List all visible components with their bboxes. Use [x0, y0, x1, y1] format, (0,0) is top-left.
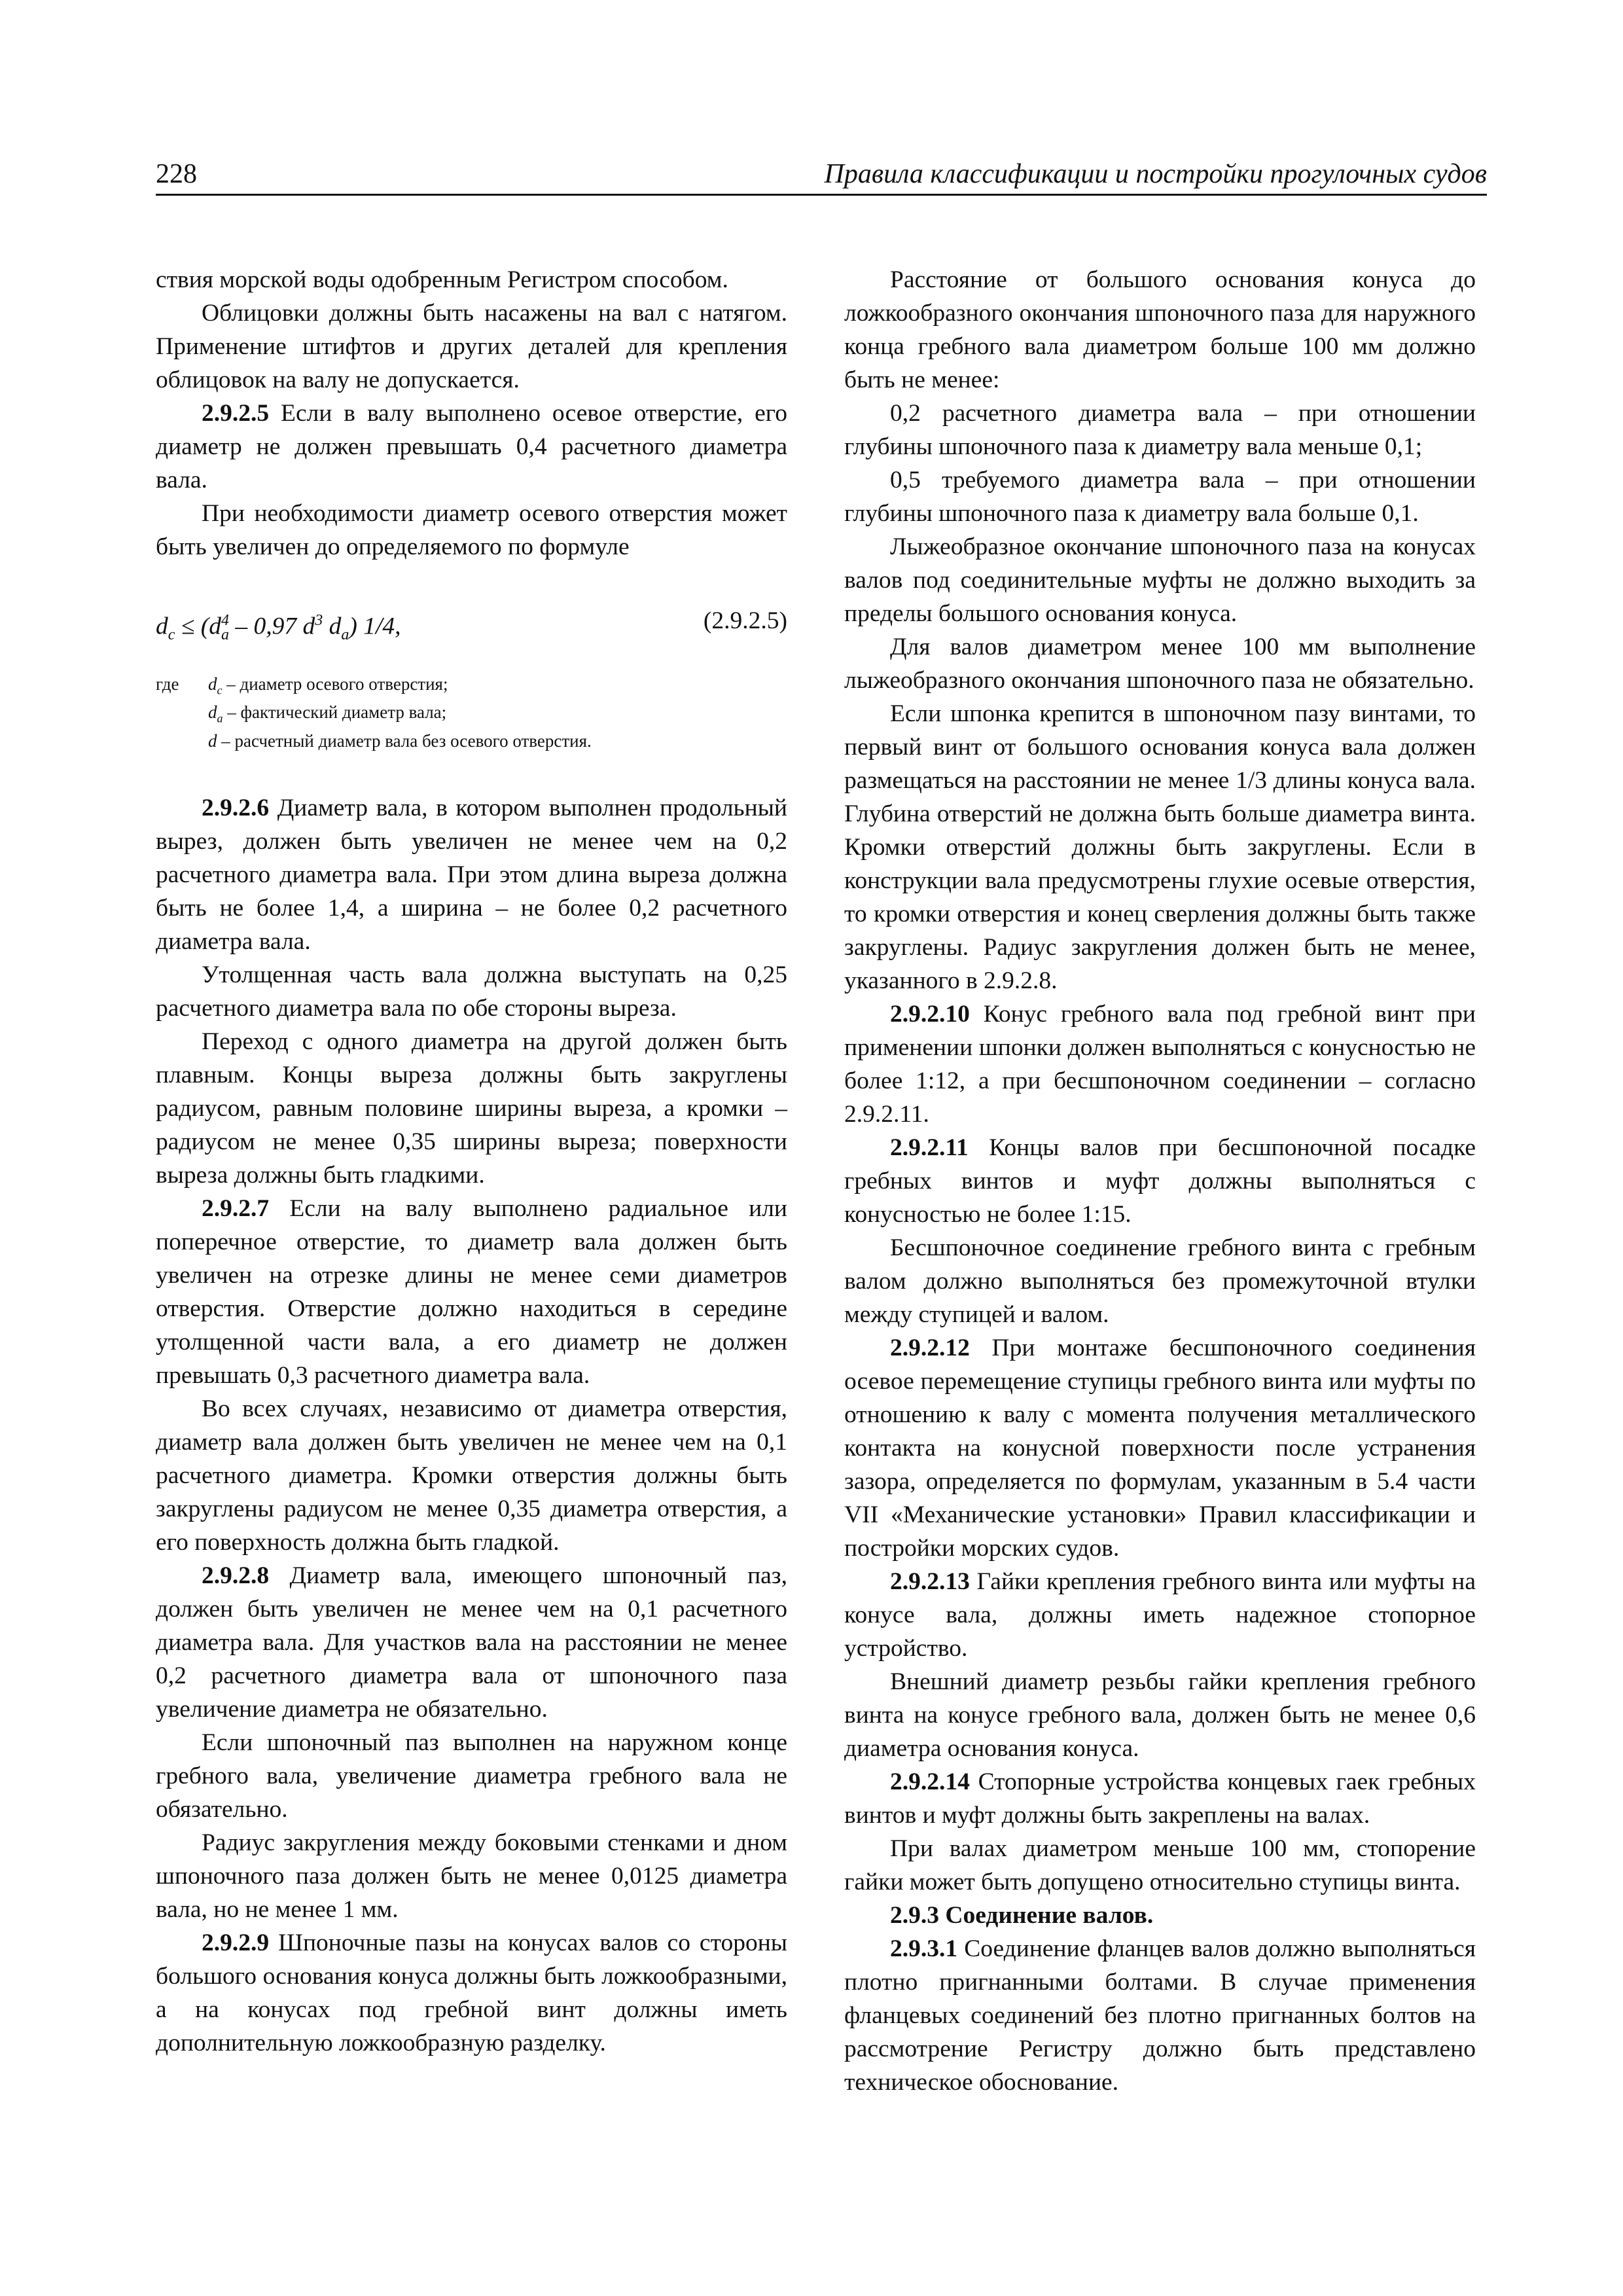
- paragraph: При валах диаметром меньше 100 мм, стопорение гайки может быть допущено относительно ступицы винта.: [844, 1835, 1476, 1895]
- left-column: [156, 263, 787, 2060]
- paragraph: 2.9.2.7 Если на валу выполнено радиальное или поперечное отверстие, то диаметр вала должен быть увеличен на отрезке длины не менее семи диаметров отверстия. Отверстие должно находиться в середине утолщенной части вала, а его диаметр не должен превышать 0,3 расчетного диаметра вала.: [156, 1194, 787, 1389]
- paragraph: 2.9.2.13 Гайки крепления гребного винта или муфты на конусе вала, должны иметь надежное стопорное устройство.: [844, 1568, 1476, 1662]
- clause-number: 2.9.2.12: [890, 1335, 970, 1361]
- paragraph: 2.9.2.9 Шпоночные пазы на конусах валов со стороны большого основания конуса должны быть ложкообразными, а на конусах под гребной винт должны иметь дополнительную ложкообразную разделку.: [156, 1929, 787, 2056]
- page-header: [156, 156, 1487, 196]
- paragraph: Внешний диаметр резьбы гайки крепления гребного винта на конусе гребного вала, должен быть не менее 0,6 диаметра основания конуса.: [844, 1668, 1476, 1762]
- page-number: 228: [156, 159, 197, 189]
- legend-item: d – расчетный диаметр вала без осевого отверстия.: [208, 730, 592, 751]
- formula: [156, 604, 787, 643]
- paragraph: Если шпоночный паз выполнен на наружном конце гребного вала, увеличение диаметра гребного вала не обязательно.: [156, 1729, 787, 1823]
- clause-number: 2.9.2.8: [202, 1562, 270, 1589]
- paragraph: 2.9.2.8 Диаметр вала, имеющего шпоночный паз, должен быть увеличен не менее чем на 0,1 расчетного диаметра вала. Для участков вала на расстоянии не менее 0,2 расчетного диаметра вала от шпоночного паза увеличение диаметра не обязательно.: [156, 1562, 787, 1723]
- formula-number: (2.9.2.5): [703, 607, 787, 634]
- clause-number: 2.9.2.6: [202, 794, 270, 821]
- clause-number: 2.9.2.14: [890, 1768, 970, 1795]
- paragraph: Лыжеобразное окончание шпоночного паза на конусах валов под соединительные муфты не должно выходить за пределы большого основания конуса.: [844, 533, 1476, 627]
- paragraph: 2.9.2.6 Диаметр вала, в котором выполнен продольный вырез, должен быть увеличен не менее чем на 0,2 расчетного диаметра вала. При этом длина выреза должна быть не более 1,4, а ширина – не более 0,2 расчетного диаметра вала.: [156, 794, 787, 955]
- legend-item: $d_c$ – диаметр осевого отверстия;: [208, 674, 448, 697]
- paragraph: Бесшпоночное соединение гребного винта с гребным валом должно выполняться без промежуточной втулки между ступицей и валом.: [844, 1234, 1476, 1328]
- formula-expression: $d_c \le (d^4_a - 0,97$ $d^3$ $d_a$) 1/4,: [156, 612, 401, 643]
- paragraph: 2.9.2.12 При монтаже бесшпоночного соединения осевое перемещение ступицы гребного винта или муфты по отношению к валу с момента получения металлического контакта на конусной поверхности после устранения зазора, определяется по формулам, указанным в 5.4 части VII «Механические установки» Правил классификации и постройки морских судов.: [844, 1335, 1476, 1562]
- legend-item: $d_a$ – фактический диаметр вала;: [208, 702, 447, 725]
- paragraph: Утолщенная часть вала должна выступать на 0,25 расчетного диаметра вала по обе стороны выреза.: [156, 961, 787, 1022]
- clause-number: 2.9.2.5: [202, 400, 270, 427]
- clause-number: 2.9.2.9: [202, 1929, 270, 1956]
- paragraph: 2.9.2.11 Концы валов при бесшпоночной посадке гребных винтов и муфт должны выполняться с конусностью не более 1:15.: [844, 1134, 1476, 1228]
- clause-number: 2.9.2.13: [890, 1568, 970, 1595]
- paragraph: 2.9.2.5 Если в валу выполнено осевое отверстие, его диаметр не должен превышать 0,4 расчетного диаметра вала.: [156, 400, 787, 493]
- paragraph: 2.9.2.14 Стопорные устройства концевых гаек гребных винтов и муфт должны быть закреплены на валах.: [844, 1768, 1476, 1829]
- clause-number: 2.9.2.11: [890, 1134, 969, 1161]
- right-column: [844, 263, 1476, 2099]
- clause-number: 2.9.2.10: [890, 1001, 970, 1028]
- paragraph: 0,2 расчетного диаметра вала – при отношении глубины шпоночного паза к диаметру вала меньше 0,1;: [844, 400, 1476, 460]
- paragraph: Во всех случаях, независимо от диаметра отверстия, диаметр вала должен быть увеличен не менее чем на 0,1 расчетного диаметра. Кромки отверстия должны быть закруглены радиусом не менее 0,35 диаметра отверстия, а его поверхность должна быть гладкой.: [156, 1395, 787, 1556]
- paragraph: ствия морской воды одобренным Регистром способом.: [156, 266, 728, 293]
- running-title: Правила классификации и постройки прогулочных судов: [824, 159, 1487, 189]
- paragraph: Если шпонка крепится в шпоночном пазу винтами, то первый винт от большого основания конуса вала должен размещаться на расстоянии не менее 1/3 длины конуса вала. Глубина отверстий не должна быть больше диаметра винта. Кромки отверстий должны быть закруглены. Если в конструкции вала предусмотрены глухие осевые отверстия, то кромки отверстия и конец сверления должны быть также закруглены. Радиус закругления должен быть не менее, указанного в 2.9.2.8.: [844, 700, 1476, 994]
- paragraph: Расстояние от большого основания конуса до ложкообразного окончания шпоночного паза для наружного конца гребного вала диаметром больше 100 мм должно быть не менее:: [844, 266, 1476, 393]
- paragraph: При необходимости диаметр осевого отверстия может быть увеличен до определяемого по формуле: [156, 500, 787, 560]
- clause-number: 2.9.2.7: [202, 1194, 270, 1222]
- paragraph: Радиус закругления между боковыми стенками и дном шпоночного паза должен быть не менее 0,0125 диаметра вала, но не менее 1 мм.: [156, 1829, 787, 1923]
- paragraph: Облицовки должны быть насажены на вал с натягом. Применение штифтов и других деталей для крепления облицовок на валу не допускается.: [156, 300, 787, 393]
- paragraph: Для валов диаметром менее 100 мм выполнение лыжеобразного окончания шпоночного паза не обязательно.: [844, 634, 1476, 694]
- paragraph: 2.9.2.10 Конус гребного вала под гребной винт при применении шпонки должен выполняться с конусностью не более 1:12, а при бесшпоночном соединении – согласно 2.9.2.11.: [844, 1001, 1476, 1128]
- paragraph: 2.9.3.1 Соединение фланцев валов должно выполняться плотно пригнанными болтами. В случае применения фланцевых соединений без плотно пригнанных болтов на рассмотрение Регистру должно быть представлено техническое обоснование.: [844, 1935, 1476, 2096]
- paragraph: 0,5 требуемого диаметра вала – при отношении глубины шпоночного паза к диаметру вала больше 0,1.: [844, 467, 1476, 527]
- formula-legend: [156, 673, 787, 752]
- legend-label: где: [156, 674, 179, 694]
- clause-number: 2.9.3.1: [890, 1935, 958, 1962]
- paragraph: Переход с одного диаметра на другой должен быть плавным. Концы выреза должны быть закруглены радиусом, равным половине ширины выреза, а кромки – радиусом не менее 0,35 ширины выреза; поверхности выреза должны быть гладкими.: [156, 1028, 787, 1189]
- section-heading: 2.9.3 Соединение валов.: [890, 1902, 1154, 1929]
